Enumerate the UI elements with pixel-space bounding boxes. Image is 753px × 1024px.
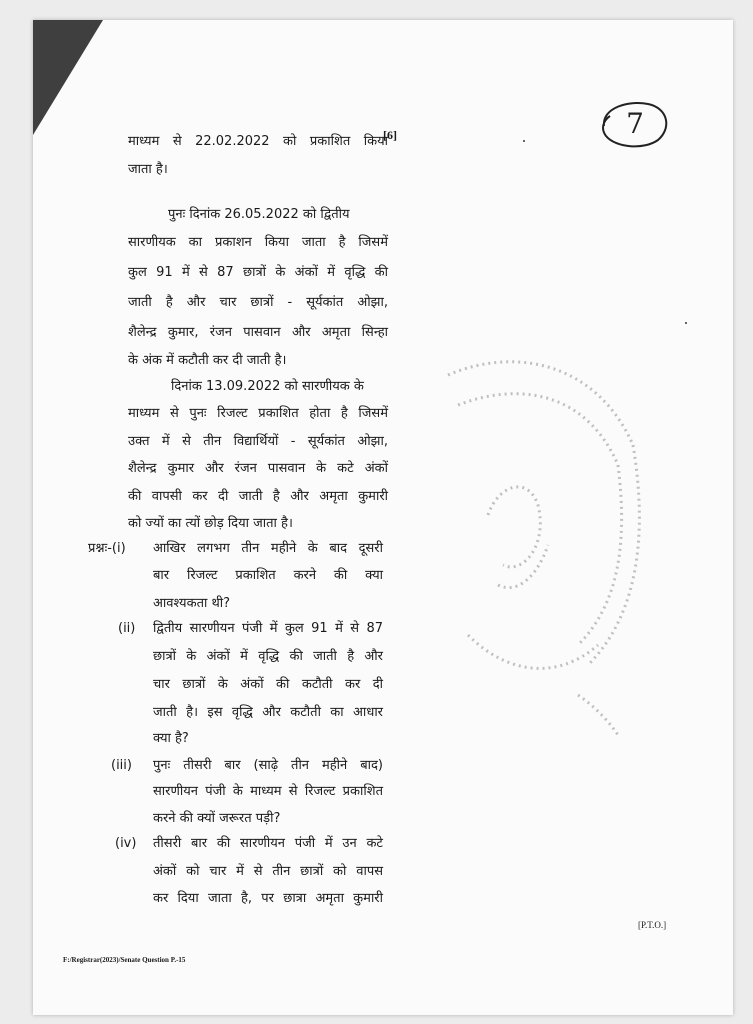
question-line: द्वितीय सारणीयन पंजी में कुल 91 में से 87	[153, 621, 383, 636]
document-page	[33, 20, 733, 1015]
handwritten-digit: 7	[626, 107, 644, 140]
question-line: बार रिजल्ट प्रकाशित करने की क्या	[153, 568, 383, 583]
question-marker: (iv)	[115, 836, 137, 851]
scan-speck	[523, 140, 525, 142]
handwritten-page-number	[596, 98, 674, 150]
paragraph-line: दिनांक 13.09.2022 को सारणीयक के	[171, 379, 364, 394]
paragraph-line: की वापसी कर दी जाती है और अमृता कुमारी	[128, 489, 388, 504]
pto-marker: [P.T.O.]	[638, 920, 667, 930]
question-marker: प्रश्नः-(i)	[88, 541, 126, 556]
paragraph-line: सारणीयक का प्रकाशन किया जाता है जिसमें	[128, 235, 388, 250]
question-line: आखिर लगभग तीन महीने के बाद दूसरी	[153, 541, 383, 556]
question-line: क्या है?	[153, 731, 189, 746]
question-line: कर दिया जाता है, पर छात्रा अमृता कुमारी	[153, 891, 383, 906]
paragraph-line: के अंक में कटौती कर दी जाती है।	[128, 353, 287, 368]
paragraph-line: पुनः दिनांक 26.05.2022 को द्वितीय	[168, 207, 350, 222]
paragraph-line: कुल 91 में से 87 छात्रों के अंकों में वृद्धि की	[128, 265, 388, 280]
question-line: आवश्यकता थी?	[153, 596, 231, 611]
paragraph-line: शैलेन्द्र कुमार और रंजन पासवान के कटे अंकों	[128, 461, 388, 476]
question-line: करने की क्यों जरूरत पड़ी?	[153, 811, 281, 826]
question-marker: (iii)	[111, 758, 132, 773]
question-line: चार छात्रों के अंकों की कटौती कर दी	[153, 677, 383, 692]
paragraph-line: जाती है और चार छात्रों - सूर्यकांत ओझा,	[128, 295, 388, 310]
paragraph-line: को ज्यों का त्यों छोड़ दिया जाता है।	[128, 516, 293, 531]
question-line: छात्रों के अंकों में वृद्धि की जाती है और	[153, 649, 383, 664]
paragraph-line: माध्यम से पुनः रिजल्ट प्रकाशित होता है जिसमें	[128, 406, 388, 421]
scan-corner-shadow	[33, 20, 103, 135]
paragraph-line: शैलेन्द्र कुमार, रंजन पासवान और अमृता सिन्हा	[128, 325, 388, 340]
page-reference: [6]	[383, 128, 397, 142]
paragraph-line: उक्त में से तीन विद्यार्थियों - सूर्यकांत ओझा,	[128, 434, 388, 449]
question-line: सारणीयन पंजी के माध्यम से रिजल्ट प्रकाशित	[153, 784, 383, 799]
question-line: जाती है। इस वृद्धि और कटौती का आधार	[153, 705, 383, 720]
question-marker: (ii)	[118, 621, 136, 636]
faded-stamp-mark	[428, 335, 653, 755]
question-line: पुनः तीसरी बार (साढ़े तीन महीने बाद)	[153, 758, 383, 773]
question-line: तीसरी बार की सारणीयन पंजी में उन कटे	[153, 836, 383, 851]
paragraph-line: माध्यम से 22.02.2022 को प्रकाशित किया	[128, 134, 388, 149]
scan-speck	[685, 322, 687, 324]
paragraph-line: जाता है।	[128, 162, 168, 177]
question-line: अंकों को चार में से तीन छात्रों को वापस	[153, 864, 383, 879]
footer-file-path: F:/Registrar(2023)/Senate Question P.-15	[63, 956, 186, 964]
